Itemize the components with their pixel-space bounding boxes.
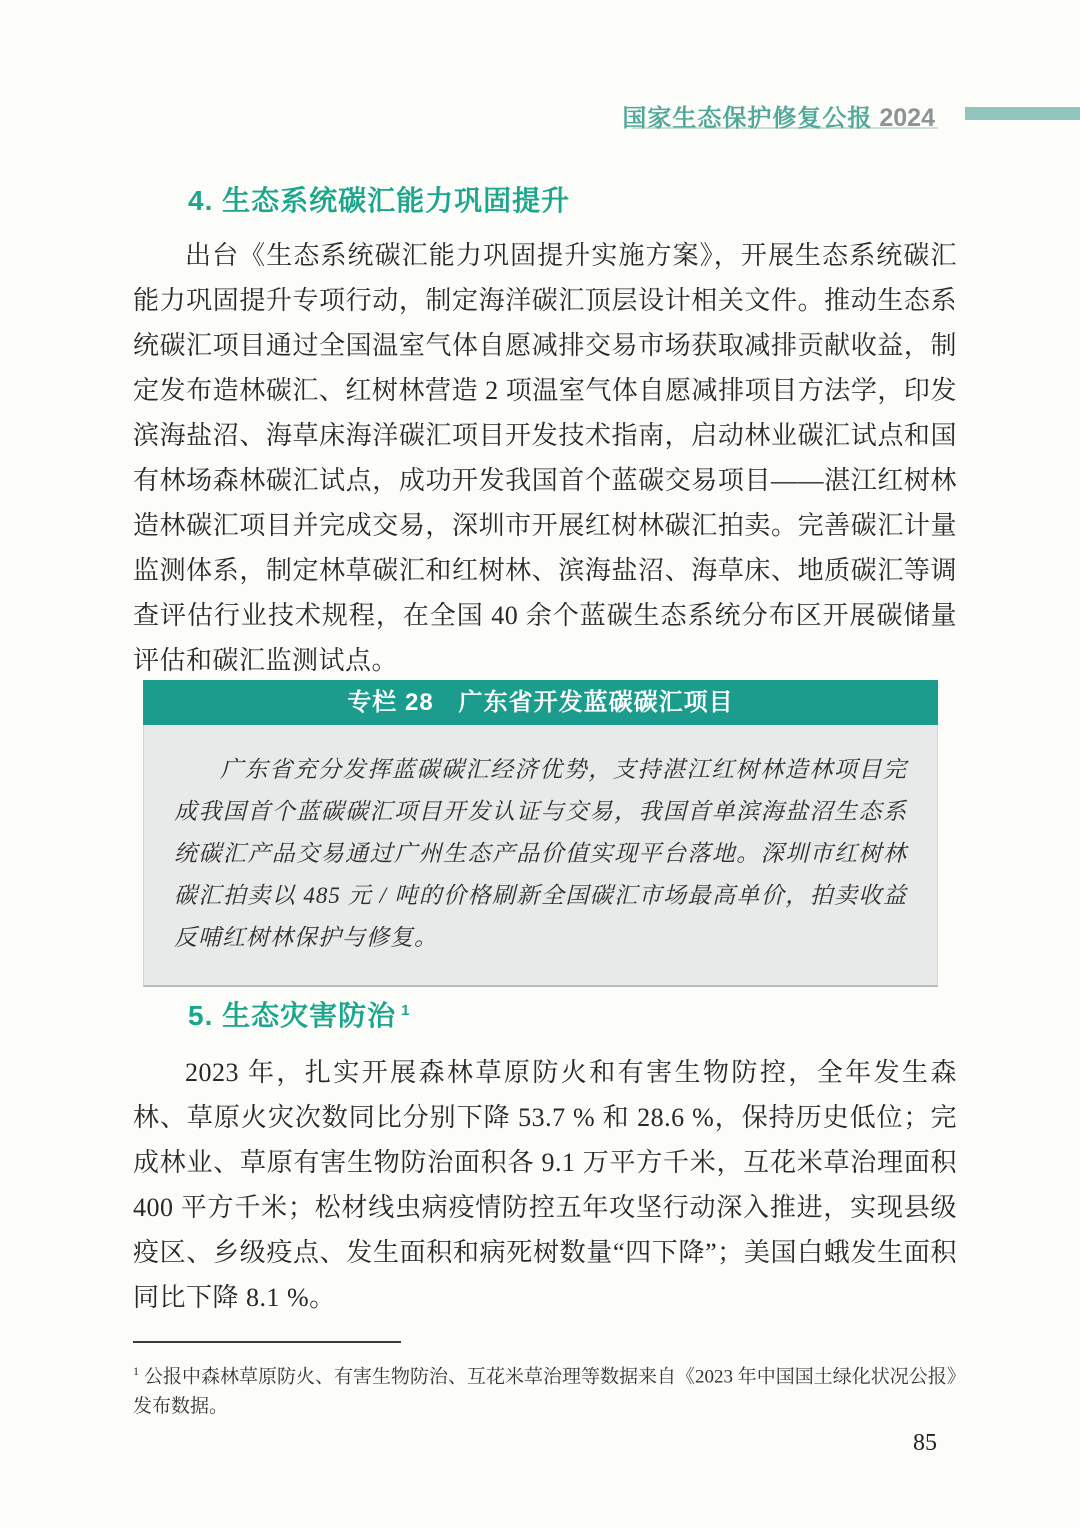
footnote-reference-superscript: 1 [401, 1001, 411, 1019]
section-4-paragraph: 出台《生态系统碳汇能力巩固提升实施方案》，开展生态系统碳汇能力巩固提升专项行动，制定海洋碳汇顶层设计相关文件。推动生态系统碳汇项目通过全国温室气体自愿减排交易市场获取减排贡献收益，制定发布造林碳汇、红树林营造 2 项温室气体自愿减排项目方法学，印发滨海盐沼、海草床海洋碳汇项目开发技术指南，启动林业碳汇试点和国有林场森林碳汇试点，成功开发我国首个蓝碳交易项目——湛江红树林造林碳汇项目并完成交易，深圳市开展红树林碳汇拍卖。完善碳汇计量监测体系，制定林草碳汇和红树林、滨海盐沼、海草床、地质碳汇等调查评估行业技术规程，在全国 40 余个蓝碳生态系统分布区开展碳储量评估和碳汇监测试点。 [133, 241, 957, 675]
footnote [133, 1356, 957, 1422]
section-5-heading-text: 5. 生态灾害防治 [188, 1000, 397, 1031]
callout-box [143, 680, 938, 987]
header-accent-bar [965, 107, 1080, 120]
page-number: 85 [913, 1430, 937, 1456]
callout-header: 专栏 28 广东省开发蓝碳碳汇项目 [143, 680, 938, 725]
footnote-marker-superscript: 1 [133, 1364, 139, 1378]
callout-body: 广东省充分发挥蓝碳碳汇经济优势，支持湛江红树林造林项目完成我国首个蓝碳碳汇项目开发认证与交易，我国首单滨海盐沼生态系统碳汇产品交易通过广州生态产品价值实现平台落地。深圳市红树林碳汇拍卖以 485 元 / 吨的价格刷新全国碳汇市场最高单价，拍卖收益反哺红树林保护与修复。 [143, 725, 938, 987]
section-4-heading: 4. 生态系统碳汇能力巩固提升 [188, 185, 571, 216]
bulletin-title: 国家生态保护修复公报 [622, 105, 873, 132]
footnote-rule [133, 1341, 401, 1343]
header-text [622, 98, 935, 133]
footnote-text: 公报中森林草原防火、有害生物防治、互花米草治理等数据来自《2023 年中国国土绿化状况公报》发布数据。 [133, 1366, 957, 1418]
section-5-paragraph: 2023 年，扎实开展森林草原防火和有害生物防控，全年发生森林、草原火灾次数同比分别下降 53.7 % 和 28.6 %，保持历史低位；完成林业、草原有害生物防治面积各 9.1 万平方千米，互花米草治理面积 400 平方千米；松材线虫病疫情防控五年攻坚行动深入推进，实现县级疫区、乡级疫点、发生面积和病死树数量“四下降”；美国白蛾发生面积同比下降 8.1 %。 [133, 1058, 957, 1312]
bulletin-year: 2024 [879, 104, 935, 132]
section-5-heading [188, 994, 410, 1034]
running-header [0, 98, 1080, 138]
